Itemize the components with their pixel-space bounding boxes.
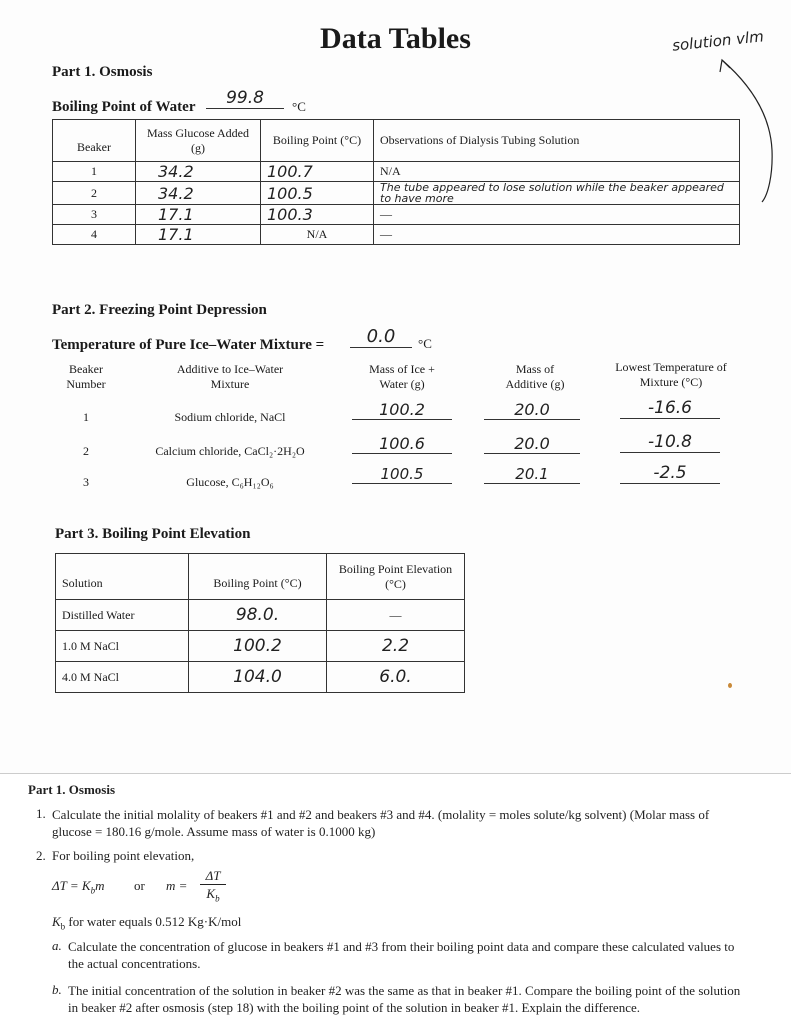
col-header-mass-ice: Mass of Ice + Water (g) (369, 362, 435, 391)
col-header: Beaker (53, 120, 136, 162)
table-row (56, 662, 465, 693)
formula-denominator (200, 885, 226, 908)
col-header: Boiling Point Elevation (°C) (327, 554, 465, 600)
beaker-num: 1 (83, 410, 89, 424)
table-row (53, 225, 740, 245)
formula-denominator-k: K (206, 886, 216, 901)
boiling-point: 100.2 (189, 631, 327, 662)
table-row (53, 182, 740, 205)
table-row (53, 205, 740, 225)
page-title: Data Tables (320, 22, 471, 55)
mass-ice-water: 100.6 (352, 434, 452, 454)
qa-text: Calculate the concentration of glucose in beakers #1 and #3 from their boiling point data and compare these calculated values to the actual concentrations. (68, 939, 735, 971)
beaker-num: 2 (53, 182, 136, 205)
lowest-temp: -16.6 (620, 398, 720, 419)
formula-denominator-sub: b (215, 893, 220, 904)
questions-heading: Part 1. Osmosis (28, 782, 116, 797)
boiling-point: 100.5 (261, 182, 374, 205)
beaker-num: 4 (53, 225, 136, 245)
col-header-lowest-temp: Lowest Temperature of Mixture (°C) (615, 360, 727, 389)
formula-delta-t (52, 878, 104, 896)
mass-glucose: 34.2 (136, 162, 261, 182)
observation: — (374, 205, 740, 225)
qb-label: b. (52, 982, 62, 997)
table-header-row (53, 120, 740, 162)
qa-label: a. (52, 938, 62, 953)
margin-note: solution vlm (671, 27, 765, 55)
table-row (53, 162, 740, 182)
formula-or: or (134, 878, 145, 893)
elevation: — (327, 600, 465, 631)
additive-name: Glucose, C₆H₁₂O₆ (186, 475, 274, 489)
kb-statement (52, 914, 241, 932)
bp-water-value: 99.8 (206, 88, 284, 109)
osmosis-table (52, 119, 740, 245)
mass-additive: 20.0 (484, 434, 580, 454)
qb-text: The initial concentration of the solution in beaker #2 was the same as that in beaker #1. Compare the boiling point of the solution in beaker #2 after osmosis (step 18) with the boiling point of the solution in beaker #1. Explain the difference. (68, 983, 741, 1015)
kb-text: for water equals 0.512 Kg·K/mol (65, 914, 242, 929)
observation: — (374, 225, 740, 245)
col-header-additive: Additive to Ice–Water Mixture (176, 362, 284, 391)
formula-delta-t-sub: b (90, 885, 96, 896)
kb-symbol: K (52, 914, 61, 929)
part2-heading: Part 2. Freezing Point Depression (52, 302, 267, 318)
q1-number: 1. (36, 806, 46, 821)
q2-number: 2. (36, 848, 46, 863)
solution-name: Distilled Water (56, 600, 189, 631)
ice-temp-unit: °C (418, 336, 432, 351)
part3-heading: Part 3. Boiling Point Elevation (55, 526, 251, 542)
additive-name: Calcium chloride, CaCl₂·2H₂O (155, 444, 305, 458)
bp-water-label: Boiling Point of Water (52, 99, 196, 115)
observation: The tube appeared to lose solution while the beaker appeared to have more (374, 182, 740, 205)
boiling-point: 98.0. (189, 600, 327, 631)
col-header-mass-additive: Mass of Additive (g) (505, 362, 565, 391)
col-header: Observations of Dialysis Tubing Solution (374, 120, 740, 162)
ice-temp-value: 0.0 (350, 326, 412, 348)
mass-glucose: 17.1 (136, 225, 261, 245)
boiling-point: 104.0 (189, 662, 327, 693)
mass-glucose: 34.2 (136, 182, 261, 205)
beaker-num: 1 (53, 162, 136, 182)
additive-name: Sodium chloride, NaCl (174, 410, 286, 424)
questions-section (0, 774, 791, 1021)
q1-text: Calculate the initial molality of beakers #1 and #2 and beakers #3 and #4. (molality = moles solute/kg solvent) (Molar mass of glucose = 180.16 g/mole. Assume mass of water is 0.1000 kg) (52, 807, 710, 839)
lowest-temp: -10.8 (620, 432, 720, 453)
mass-additive: 20.1 (484, 465, 580, 484)
kb-sub: b (60, 921, 66, 932)
elevation: 2.2 (327, 631, 465, 662)
mass-glucose: 17.1 (136, 205, 261, 225)
boiling-point: 100.3 (261, 205, 374, 225)
observation: N/A (374, 162, 740, 182)
mass-additive: 20.0 (484, 400, 580, 420)
beaker-num: 3 (53, 205, 136, 225)
solution-name: 4.0 M NaCl (56, 662, 189, 693)
boiling-point: N/A (261, 225, 374, 245)
ice-temp-label: Temperature of Pure Ice–Water Mixture = (52, 337, 325, 353)
solution-name: 1.0 M NaCl (56, 631, 189, 662)
mass-ice-water: 100.2 (352, 400, 452, 420)
formula-numerator: ΔT (200, 868, 226, 885)
beaker-num: 3 (83, 475, 89, 489)
table-header-row (56, 554, 465, 600)
formula-delta-t-lhs: ΔT = K (52, 878, 91, 893)
table-row (56, 600, 465, 631)
scan-speck (728, 683, 732, 688)
formula-delta-t-tail: m (95, 878, 105, 893)
part1-heading: Part 1. Osmosis (52, 64, 153, 80)
col-header: Boiling Point (°C) (189, 554, 327, 600)
mass-ice-water: 100.5 (352, 465, 452, 484)
col-header-beaker-number: Beaker Number (66, 362, 106, 391)
col-header: Boiling Point (°C) (261, 120, 374, 162)
formula-fraction (200, 868, 226, 908)
col-header: Mass Glucose Added (g) (136, 120, 261, 162)
lowest-temp: -2.5 (620, 463, 720, 484)
col-header: Solution (56, 554, 189, 600)
boiling-point: 100.7 (261, 162, 374, 182)
formula-m-lhs: m = (166, 878, 188, 893)
bp-water-unit: °C (292, 99, 306, 114)
elevation: 6.0. (327, 662, 465, 693)
q2-text: For boiling point elevation, (52, 848, 195, 863)
boiling-elevation-table (55, 553, 465, 693)
beaker-num: 2 (83, 444, 89, 458)
table-row (56, 631, 465, 662)
